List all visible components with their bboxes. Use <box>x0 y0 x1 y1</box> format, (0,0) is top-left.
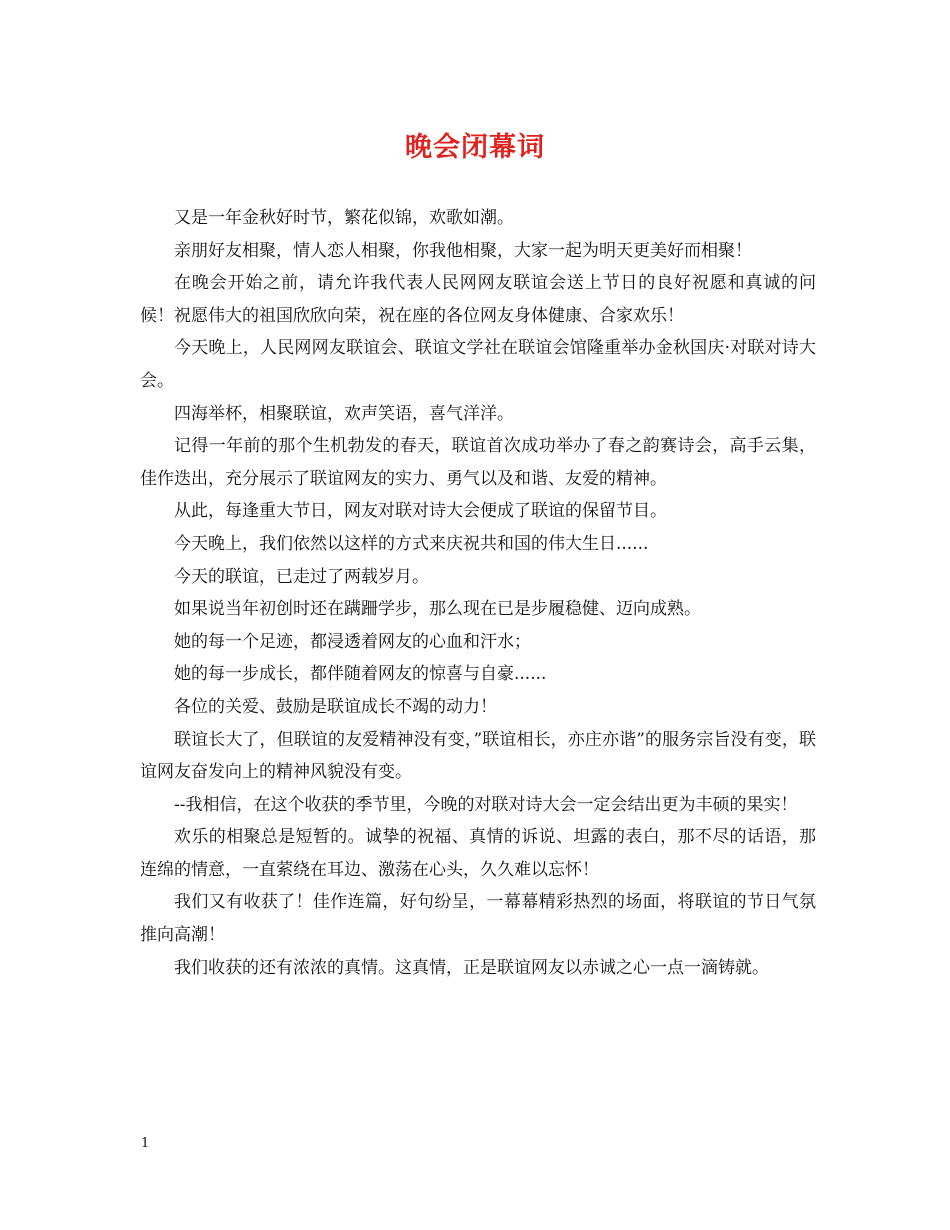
paragraph: 记得一年前的那个生机勃发的春天，联谊首次成功举办了春之韵赛诗会，高手云集，佳作迭出，充分展示了联谊网友的实力、勇气以及和谐、友爱的精神。 <box>140 436 816 489</box>
paragraph: 在晚会开始之前，请允许我代表人民网网友联谊会送上节日的良好祝愿和真诚的问候！祝愿伟大的祖国欣欣向荣，祝在座的各位网友身体健康、合家欢乐！ <box>140 273 816 326</box>
paragraph: 今天的联谊，已走过了两载岁月。 <box>174 566 429 587</box>
paragraph: 今天晚上，人民网网友联谊会、联谊文学社在联谊会馆隆重举办金秋国庆·对联对诗大会。 <box>140 338 816 391</box>
paragraph: 她的每一步成长，都伴随着网友的惊喜与自豪...... <box>174 664 547 685</box>
paragraph: 欢乐的相聚总是短暂的。诚挚的祝福、真情的诉说、坦露的表白，那不尽的话语，那连绵的情意，一直萦绕在耳边、激荡在心头，久久难以忘怀！ <box>140 827 816 880</box>
paragraph: 又是一年金秋好时节，繁花似锦，欢歌如潮。 <box>174 208 514 228</box>
page-title: 晚会闭幕词 <box>405 132 545 163</box>
paragraph: 各位的关爱、鼓励是联谊成长不竭的动力！ <box>174 696 497 717</box>
paragraph: 从此，每逢重大节日，网友对联对诗大会便成了联谊的保留节目。 <box>174 501 667 522</box>
page-number: 1 <box>141 1136 150 1151</box>
paragraph: 如果说当年初创时还在蹒跚学步，那么现在已是步履稳健、迈向成熟。 <box>174 599 701 620</box>
paragraph: 亲朋好友相聚，情人恋人相聚，你我他相聚，大家一起为明天更美好而相聚！ <box>174 240 752 261</box>
paragraph: 她的每一个足迹，都浸透着网友的心血和汗水； <box>174 631 531 652</box>
paragraph: 今天晚上，我们依然以这样的方式来庆祝共和国的伟大生日...... <box>174 533 649 554</box>
body-text <box>140 202 816 984</box>
paragraph: 四海举杯，相聚联谊，欢声笑语，喜气洋洋。 <box>174 403 514 424</box>
paragraph: 我们收获的还有浓浓的真情。这真情，正是联谊网友以赤诚之心一点一滴铸就。 <box>174 957 769 978</box>
paragraph: 联谊长大了，但联谊的友爱精神没有变，”联谊相长，亦庄亦谐”的服务宗旨没有变，联谊网友奋发向上的精神风貌没有变。 <box>140 729 816 783</box>
paragraph: --我相信，在这个收获的季节里，今晚的对联对诗大会一定会结出更为丰硕的果实！ <box>174 794 798 815</box>
paragraph: 我们又有收获了！佳作连篇，好句纷呈，一幕幕精彩热烈的场面，将联谊的节日气氛推向高潮！ <box>140 892 816 946</box>
